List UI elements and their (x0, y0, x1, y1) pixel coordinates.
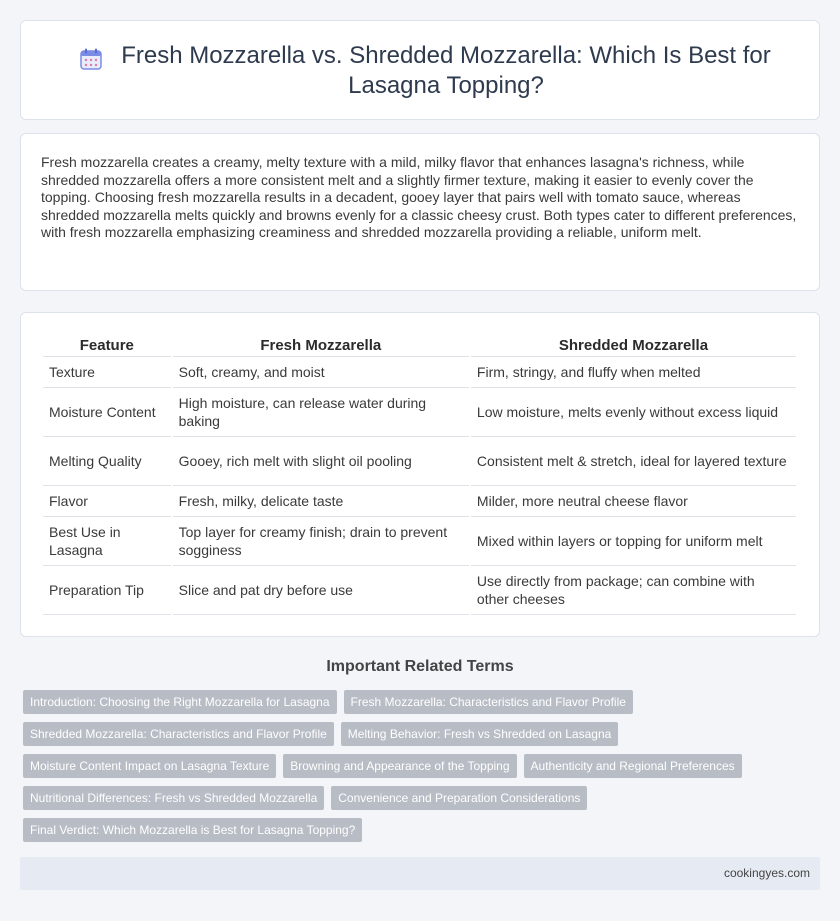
cell-feature: Moisture Content (43, 388, 171, 437)
comparison-table (41, 333, 798, 615)
table-row (43, 437, 796, 486)
related-term-tag[interactable]: Authenticity and Regional Preferences (524, 754, 742, 778)
related-term-tag[interactable]: Convenience and Preparation Considerations (331, 786, 587, 810)
header-feature: Feature (43, 333, 171, 357)
cell-shredded: Firm, stringy, and fluffy when melted (471, 357, 796, 388)
related-term-tag[interactable]: Introduction: Choosing the Right Mozzarella for Lasagna (23, 690, 337, 714)
cell-feature: Flavor (43, 486, 171, 517)
comparison-table-card (20, 312, 820, 637)
cell-shredded: Use directly from package; can combine with other cheeses (471, 566, 796, 615)
cell-fresh: Gooey, rich melt with slight oil pooling (173, 437, 469, 486)
related-term-tag[interactable]: Fresh Mozzarella: Characteristics and Flavor Profile (344, 690, 633, 714)
footer-site-name[interactable]: cookingyes.com (723, 866, 810, 880)
related-term-tag[interactable]: Nutritional Differences: Fresh vs Shredded Mozzarella (23, 786, 324, 810)
table-row (43, 388, 796, 437)
cell-fresh: Slice and pat dry before use (173, 566, 469, 615)
page-title: Fresh Mozzarella vs. Shredded Mozzarella: Which Is Best for Lasagna Topping? (121, 42, 771, 99)
header-fresh-mozzarella: Fresh Mozzarella (173, 333, 469, 357)
related-term-tag[interactable]: Final Verdict: Which Mozzarella is Best for Lasagna Topping? (23, 818, 362, 842)
cell-shredded: Consistent melt & stretch, ideal for layered texture (471, 437, 796, 486)
footer (20, 857, 820, 890)
calendar-icon (79, 47, 103, 71)
related-term-tag[interactable]: Shredded Mozzarella: Characteristics and Flavor Profile (23, 722, 334, 746)
table-row (43, 486, 796, 517)
related-term-tag[interactable]: Melting Behavior: Fresh vs Shredded on Lasagna (341, 722, 619, 746)
related-term-tag[interactable]: Browning and Appearance of the Topping (283, 754, 516, 778)
cell-fresh: Soft, creamy, and moist (173, 357, 469, 388)
cell-fresh: High moisture, can release water during baking (173, 388, 469, 437)
cell-shredded: Milder, more neutral cheese flavor (471, 486, 796, 517)
table-row (43, 566, 796, 615)
cell-fresh: Fresh, milky, delicate taste (173, 486, 469, 517)
table-header-row (43, 333, 796, 357)
title-card (20, 20, 820, 120)
cell-feature: Preparation Tip (43, 566, 171, 615)
intro-paragraph: Fresh mozzarella creates a creamy, melty texture with a mild, milky flavor that enhances lasagna's richness, while shredded mozzarella offers a more consistent melt and a slightly firmer texture, making it easier to evenly cover the topping. Choosing fresh mozzarella results in a decadent, gooey layer that pairs well with tomato sauce, whereas shredded mozzarella melts quickly and browns evenly for a classic cheesy crust. Both types cater to different preferences, with fresh mozzarella emphasizing creaminess and shredded mozzarella providing a reliable, uniform melt. (41, 154, 797, 240)
cell-fresh: Top layer for creamy finish; drain to prevent sogginess (173, 517, 469, 566)
related-term-tag[interactable]: Moisture Content Impact on Lasagna Texture (23, 754, 276, 778)
cell-feature: Texture (43, 357, 171, 388)
intro-card (20, 133, 820, 291)
table-row (43, 357, 796, 388)
cell-shredded: Mixed within layers or topping for uniform melt (471, 517, 796, 566)
cell-feature: Best Use in Lasagna (43, 517, 171, 566)
header-shredded-mozzarella: Shredded Mozzarella (471, 333, 796, 357)
table-row (43, 517, 796, 566)
cell-feature: Melting Quality (43, 437, 171, 486)
cell-shredded: Low moisture, melts evenly without excess liquid (471, 388, 796, 437)
related-terms-heading: Important Related Terms (326, 658, 514, 675)
related-terms-list (23, 690, 813, 842)
